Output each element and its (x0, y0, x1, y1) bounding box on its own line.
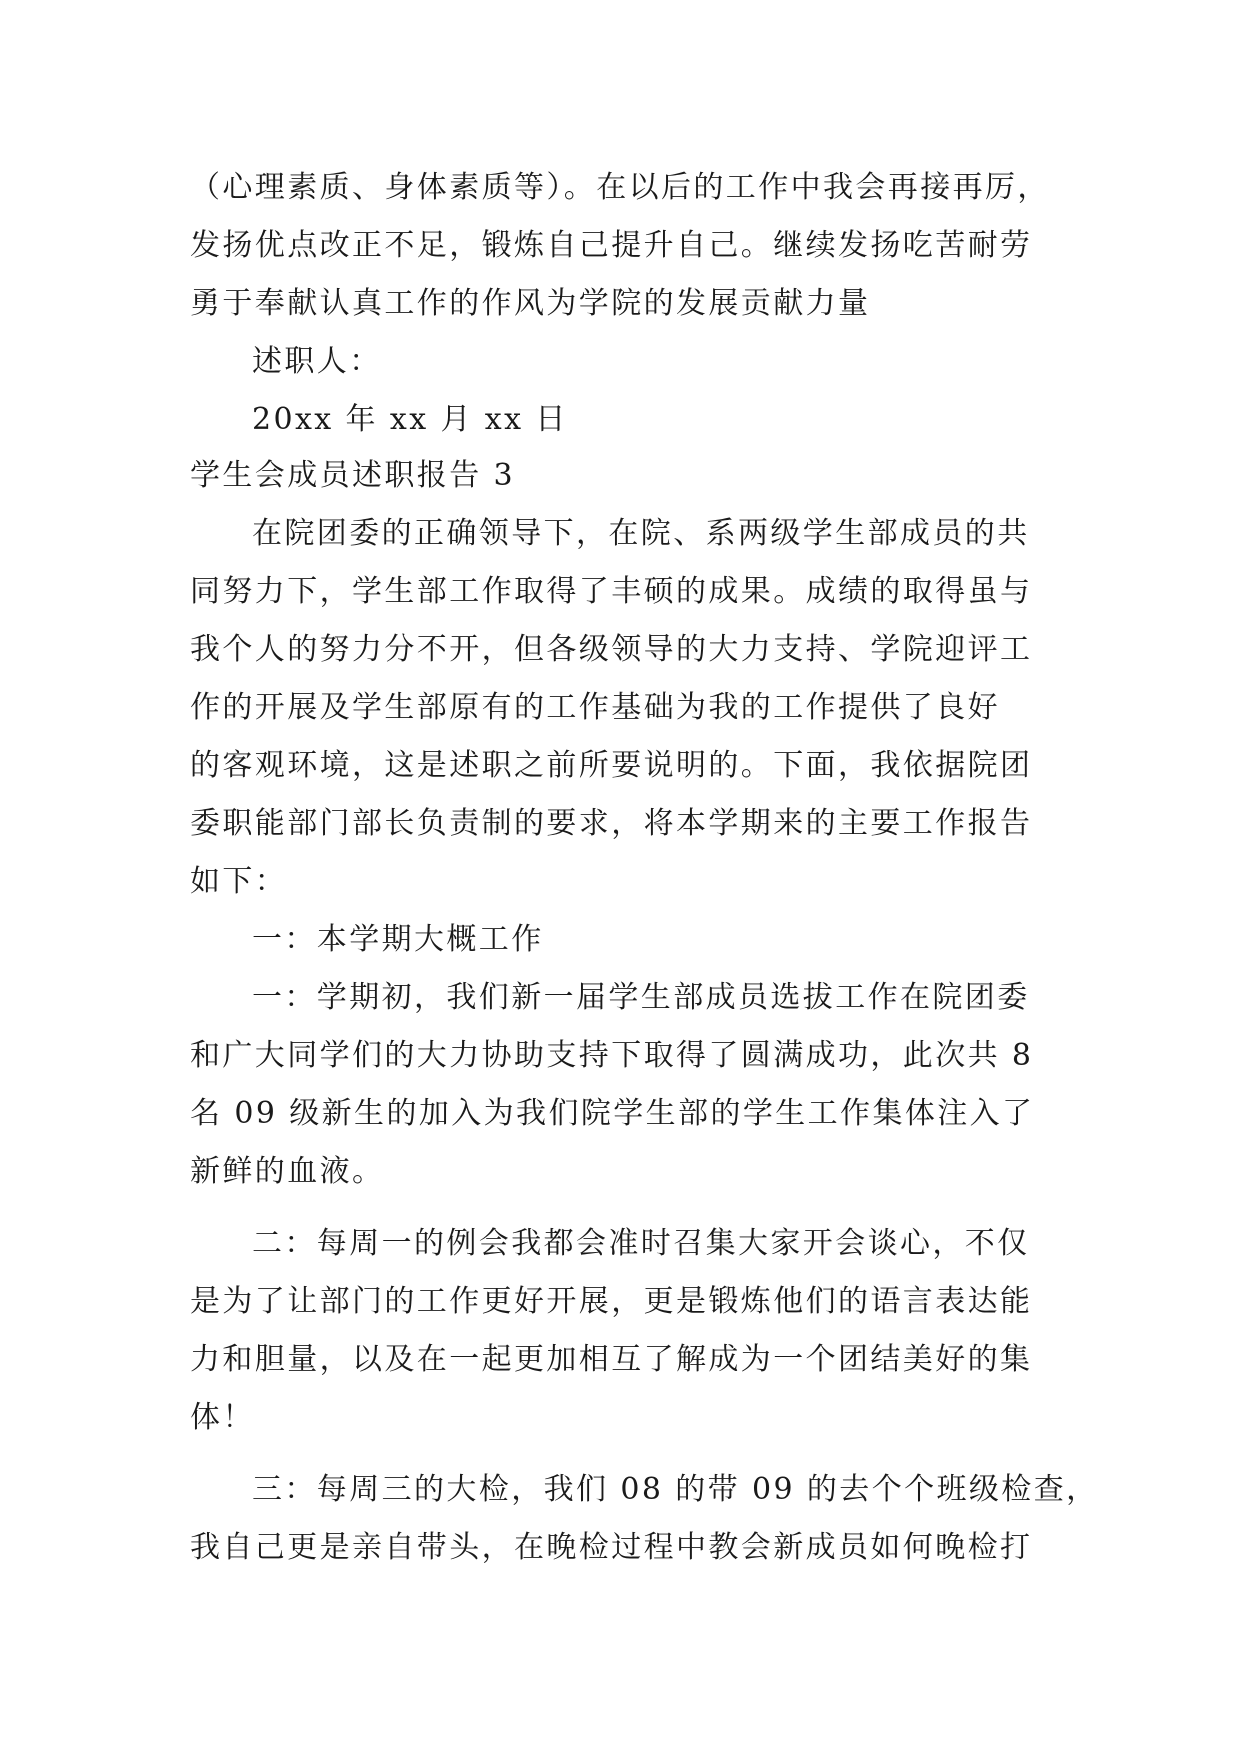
section-title: 学生会成员述职报告 3 (190, 458, 516, 493)
signature-label: 述职人： (252, 344, 382, 379)
text-line: 发扬优点改正不足，锻炼自己提升自己。继续发扬吃苦耐劳 (190, 228, 1033, 263)
subheading: 一：本学期大概工作 (252, 922, 544, 957)
text-line: 一：学期初，我们新一届学生部成员选拔工作在院团委 (252, 980, 1030, 1015)
text-line: 如下： (190, 864, 288, 899)
text-line: 体！ (190, 1400, 255, 1435)
text-line: 同努力下，学生部工作取得了丰硕的成果。成绩的取得虽与 (190, 574, 1033, 609)
date-line: 20xx 年 xx 月 xx 日 (252, 402, 568, 437)
text-line: 名 09 级新生的加入为我们院学生部的学生工作集体注入了 (190, 1096, 1035, 1131)
text-line: （心理素质、身体素质等）。在以后的工作中我会再接再厉， (190, 170, 1050, 205)
text-line: 委职能部门部长负责制的要求，将本学期来的主要工作报告 (190, 806, 1033, 841)
text-line: 在院团委的正确领导下，在院、系两级学生部成员的共 (252, 516, 1030, 551)
text-line: 勇于奉献认真工作的作风为学院的发展贡献力量 (190, 286, 871, 321)
text-line: 力和胆量，以及在一起更加相互了解成为一个团结美好的集 (190, 1342, 1033, 1377)
text-line: 作的开展及学生部原有的工作基础为我的工作提供了良好 (190, 690, 1000, 725)
text-line: 是为了让部门的工作更好开展，更是锻炼他们的语言表达能 (190, 1284, 1033, 1319)
text-line: 我自己更是亲自带头，在晚检过程中教会新成员如何晚检打 (190, 1530, 1033, 1565)
text-line: 我个人的努力分不开，但各级领导的大力支持、学院迎评工 (190, 632, 1033, 667)
text-line: 的客观环境，这是述职之前所要说明的。下面，我依据院团 (190, 748, 1033, 783)
text-line: 新鲜的血液。 (190, 1154, 385, 1189)
text-line: 和广大同学们的大力协助支持下取得了圆满成功，此次共 8 (190, 1038, 1034, 1073)
text-line: 二：每周一的例会我都会准时召集大家开会谈心，不仅 (252, 1226, 1030, 1261)
text-line: 三：每周三的大检，我们 08 的带 09 的去个个班级检查， (252, 1472, 1099, 1507)
